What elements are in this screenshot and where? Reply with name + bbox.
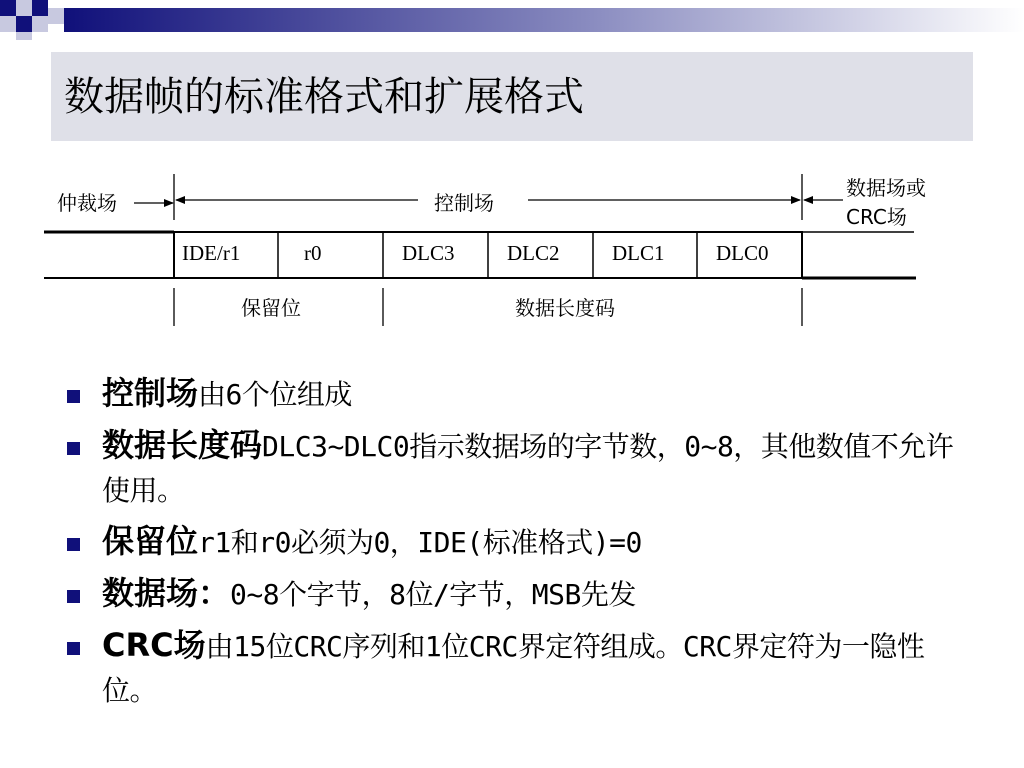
bullet-term: 数据长度码 — [102, 426, 263, 464]
bit-cell-dlc1: DLC1 — [612, 241, 665, 265]
bullet-text: 0~8个字节，8位/字节，MSB先发 — [230, 578, 636, 611]
control-field-diagram — [0, 160, 1024, 340]
data-field-label: 数据场或 — [846, 176, 926, 200]
bullet-square-icon — [67, 538, 80, 551]
list-item — [64, 424, 974, 512]
bit-cell-ide-r1: IDE/r1 — [182, 241, 241, 265]
bullet-text: DLC3~DLC0指示数据场的字节数，0~8，其他数值不允许使用。 — [102, 430, 954, 507]
bit-cell-dlc0: DLC0 — [716, 241, 769, 265]
bullet-text: 由6个位组成 — [198, 378, 352, 411]
bit-cell-dlc3: DLC3 — [402, 241, 455, 265]
slide-title: 数据帧的标准格式和扩展格式 — [64, 74, 584, 120]
bit-cell-dlc2: DLC2 — [507, 241, 560, 265]
bullet-square-icon — [67, 642, 80, 655]
bullet-list — [64, 372, 974, 720]
data-length-code-label: 数据长度码 — [515, 296, 615, 320]
arbitration-field-label: 仲裁场 — [57, 191, 117, 215]
bullet-term: 数据场： — [102, 574, 231, 612]
reserved-bits-label: 保留位 — [241, 296, 301, 320]
bullet-text: r1和r0必须为0，IDE(标准格式)=0 — [198, 526, 642, 559]
bullet-square-icon — [67, 590, 80, 603]
bullet-square-icon — [67, 442, 80, 455]
control-field-label: 控制场 — [434, 191, 494, 215]
bullet-term: CRC场 — [102, 626, 206, 664]
list-item — [64, 572, 974, 616]
bullet-term: 保留位 — [102, 522, 199, 560]
bullet-text: 由15位CRC序列和1位CRC界定符组成。CRC界定符为一隐性位。 — [102, 630, 925, 707]
header-decoration — [0, 0, 1024, 40]
bit-cell-r0: r0 — [304, 241, 322, 265]
list-item — [64, 624, 974, 712]
list-item — [64, 520, 974, 564]
bullet-term: 控制场 — [102, 374, 199, 412]
list-item — [64, 372, 974, 416]
crc-field-label: CRC场 — [846, 205, 907, 229]
bullet-square-icon — [67, 390, 80, 403]
